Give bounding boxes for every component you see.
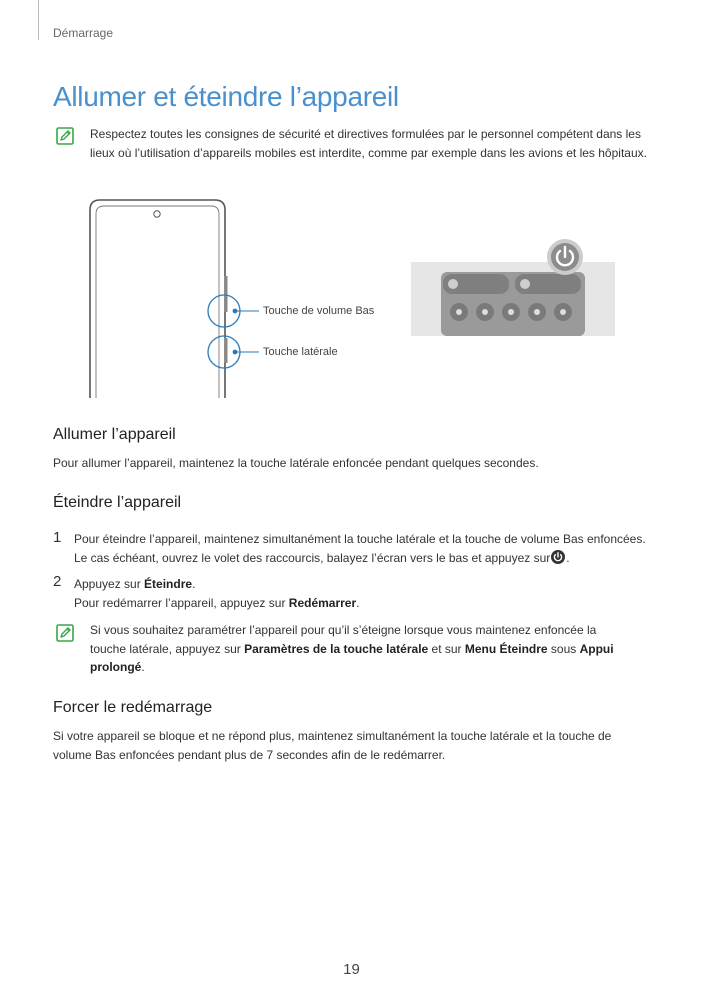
step-1-end: .	[566, 550, 570, 565]
note2-mid-2: sous	[547, 641, 580, 656]
step-2-end: .	[192, 577, 196, 591]
step-2-bold: Éteindre	[144, 577, 193, 591]
power-icon	[551, 550, 565, 564]
step-2-number: 2	[53, 573, 62, 590]
note2-end: .	[141, 660, 145, 674]
step-1-body: Pour éteindre l’appareil, maintenez simultanément la touche latérale et la touche de volume Bas enfoncées. Le cas échéant, ouvrez le volet des raccourcis, balayez l’écran vers le bas et appuyez sur	[74, 532, 646, 565]
side-key-note	[90, 621, 630, 677]
device-figure	[85, 198, 625, 398]
page-number: 19	[343, 961, 360, 978]
step-1-text	[74, 530, 652, 567]
step-2-line2-end: .	[356, 595, 360, 610]
note-icon	[56, 624, 74, 642]
note2-pre: Si vous souhaitez paramétrer l’appareil pour qu’il s’éteigne lorsque vous maintenez enfoncée la touche latérale, appuyez sur	[90, 623, 597, 656]
step-2-line2-pre: Pour redémarrer l’appareil, appuyez sur	[74, 595, 289, 610]
callout-volume-down: Touche de volume Bas	[263, 305, 375, 317]
note-icon	[56, 127, 74, 145]
note-text: Respectez toutes les consignes de sécurité et directives formulées par le personnel compétent dans les lieux où l’utilisation d’appareils mobiles est interdite, comme par exemple dans les avions et les hôpitaux.	[90, 127, 647, 160]
power-on-text: Pour allumer l’appareil, maintenez la touche latérale enfoncée pendant quelques secondes.	[53, 456, 539, 470]
note2-bold-2: Menu Éteindre	[464, 641, 548, 656]
force-restart-heading: Forcer le redémarrage	[53, 699, 213, 716]
note2-bold-1: Paramètres de la touche latérale	[244, 641, 429, 656]
step-2-text	[74, 575, 652, 612]
callout-side-key: Touche latérale	[263, 346, 338, 358]
force-restart-text: Si votre appareil se bloque et ne répond plus, maintenez simultanément la touche latérale et la touche de volume Bas enfoncées pendant plus de 7 secondes afin de le redémarrer.	[53, 729, 612, 762]
power-on-heading: Allumer l’appareil	[53, 426, 176, 443]
power-off-heading: Éteindre l’appareil	[53, 494, 182, 511]
quick-panel-screenshot	[411, 238, 615, 338]
page-title: Allumer et éteindre l’appareil	[53, 81, 399, 112]
step-1-number: 1	[53, 529, 62, 546]
header-rule	[38, 0, 39, 40]
note2-mid-1: et sur	[428, 641, 465, 656]
step-2-line2-bold: Redémarrer	[288, 595, 357, 610]
note2-bold-3: Appui prolongé	[90, 641, 614, 674]
step-2-pre: Appuyez sur	[74, 577, 145, 591]
section-label: Démarrage	[53, 26, 114, 40]
